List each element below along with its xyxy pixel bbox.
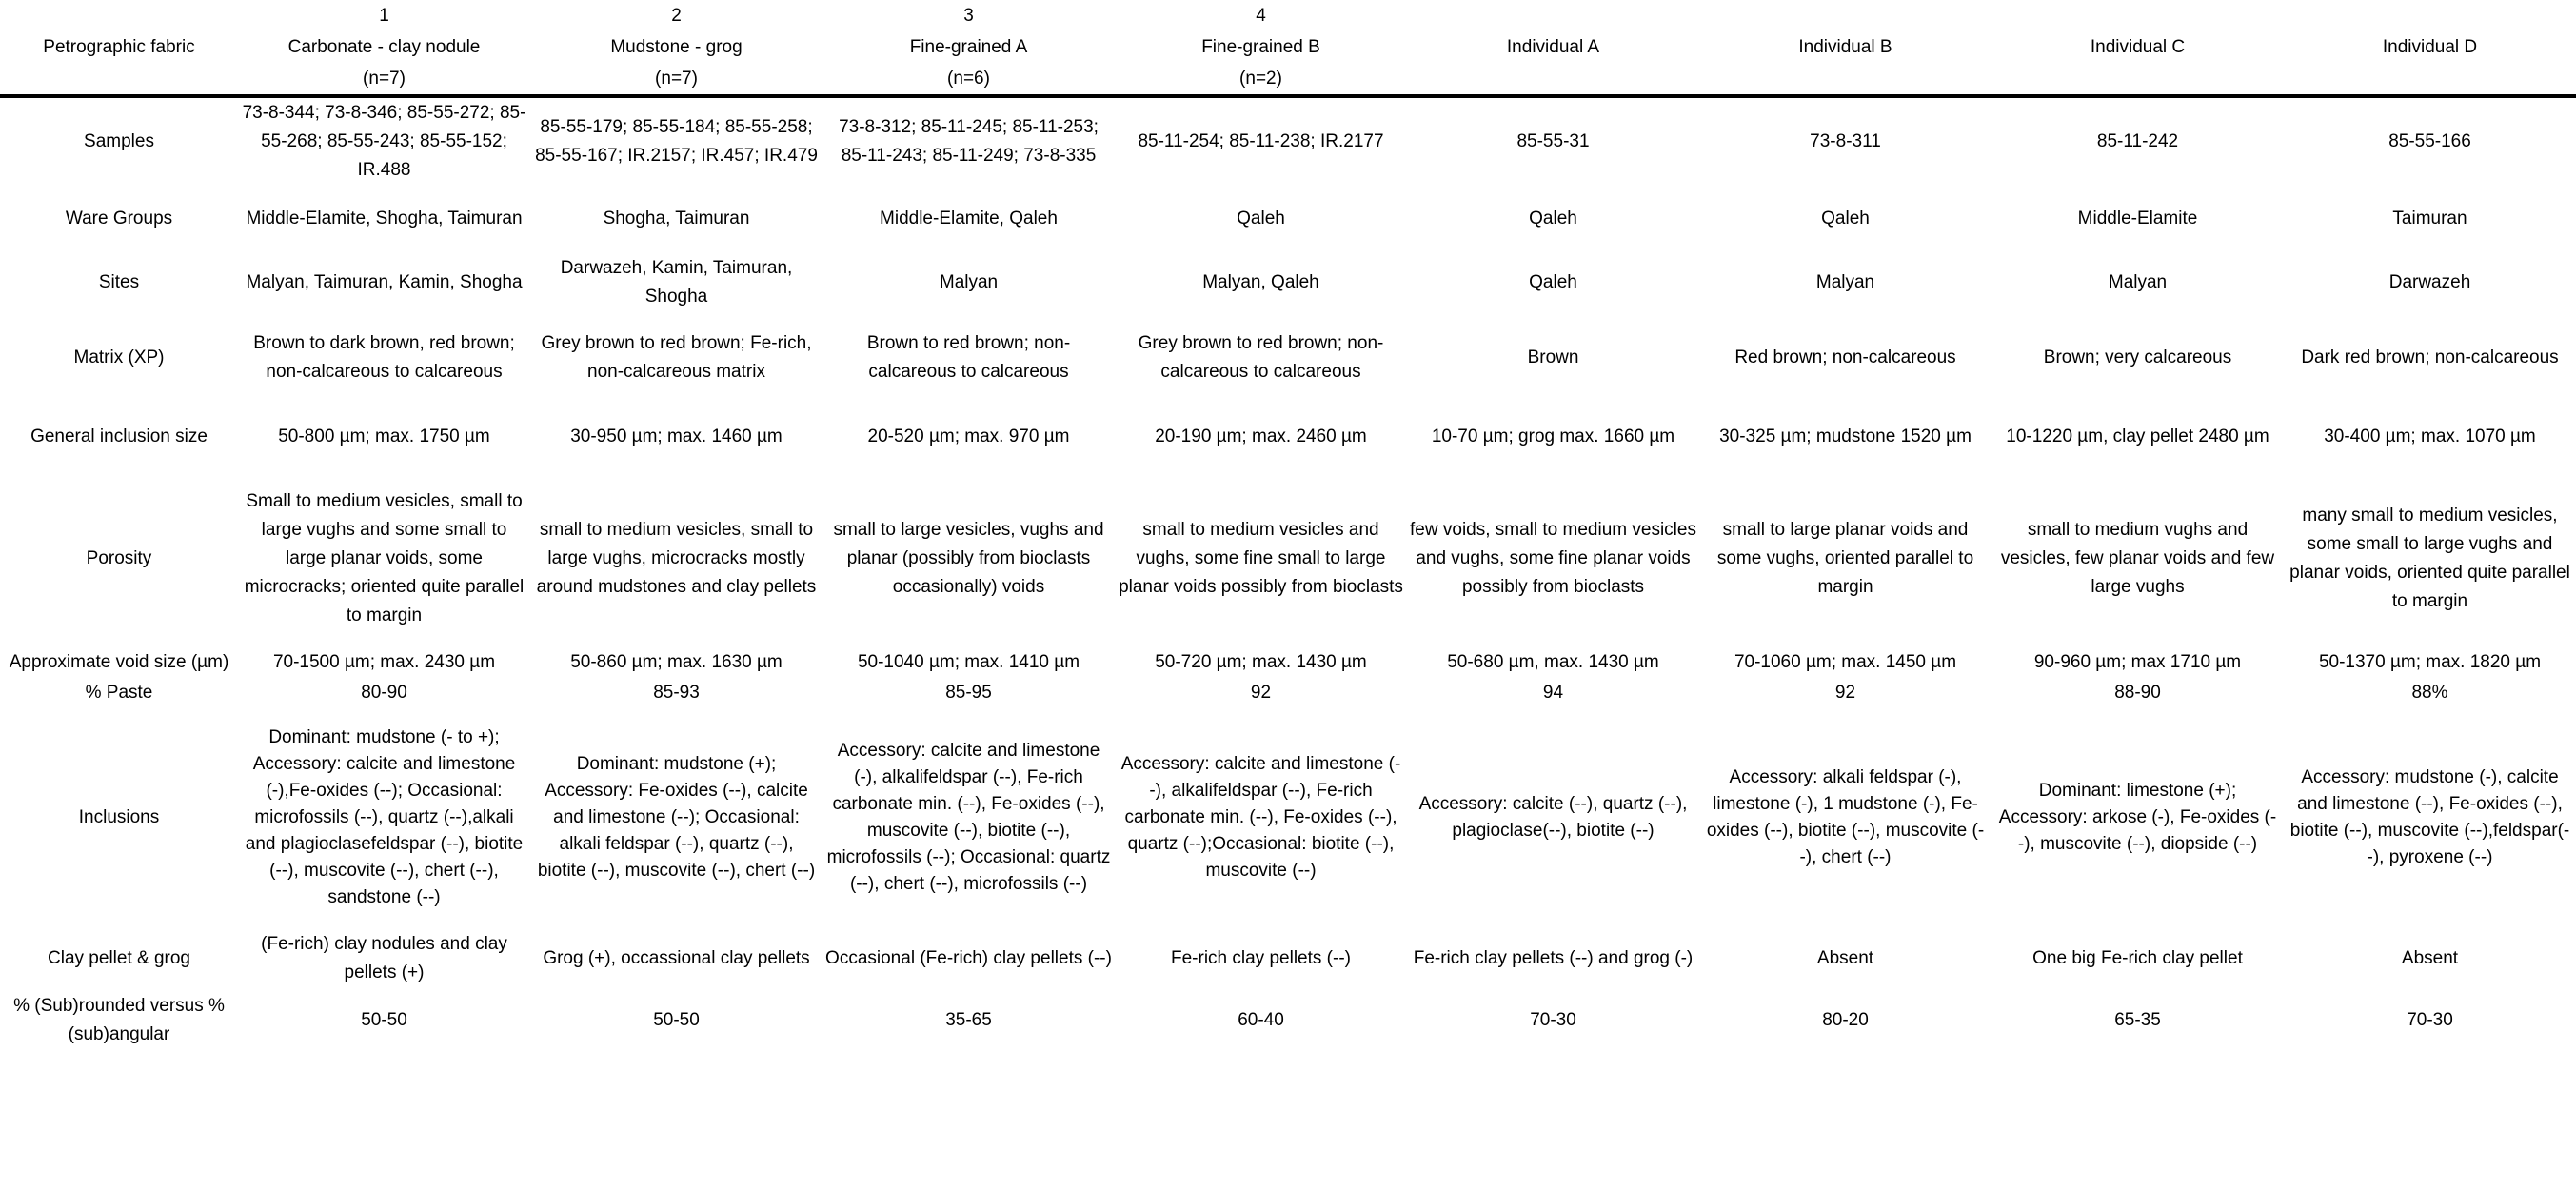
table-cell: Accessory: calcite (--), quartz (--), plagioclase(--), biotite (--)	[1418, 794, 1688, 841]
table-cell: Grog (+), occassional clay pellets	[543, 948, 810, 968]
table-cell: 65-35	[2114, 1010, 2161, 1030]
row-label: Sites	[98, 272, 140, 292]
table-cell: Middle-Elamite, Shogha, Taimuran	[246, 208, 523, 228]
table-cell: 85-11-254; 85-11-238; IR.2177	[1138, 130, 1384, 151]
table-cell: Dominant: mudstone (+); Accessory: Fe-oxides (--), calcite and limestone (--); Occasional: alkali feldspar (--), quartz (--), biotite (--), muscovite (--), chert (--)	[537, 754, 816, 881]
table-cell: Dark red brown; non-calcareous	[2301, 347, 2559, 367]
table-cell: Small to medium vesicles, small to large vughs and some small to large planar voids, some microcracks; oriented quite parallel to margin	[244, 491, 525, 625]
table-cell: 88%	[2411, 683, 2448, 703]
table-cell: 85-55-166	[2388, 130, 2471, 151]
table-row	[0, 990, 2576, 1051]
column-name: Individual D	[2382, 37, 2478, 57]
column-name: Fine-grained A	[909, 37, 1028, 57]
table-row	[0, 96, 2576, 185]
table-cell: 50-720 µm; max. 1430 µm	[1155, 652, 1367, 672]
column-name: Fine-grained B	[1201, 37, 1320, 57]
column-number	[1994, 0, 2281, 31]
table-cell: 20-190 µm; max. 2460 µm	[1155, 427, 1367, 447]
table-cell: One big Fe-rich clay pellet	[2032, 948, 2243, 968]
column-name: Carbonate - clay nodule	[287, 37, 481, 57]
table-cell: 70-30	[1530, 1010, 1576, 1030]
column-sample-count	[1994, 63, 2281, 94]
table-cell: Grey brown to red brown; Fe-rich, non-calcareous matrix	[541, 333, 812, 382]
table-cell: small to large vesicles, vughs and planar (possibly from bioclasts occasionally) voids	[833, 520, 1104, 597]
table-cell: Occasional (Fe-rich) clay pellets (--)	[825, 948, 1112, 968]
table-cell: 73-8-311	[1810, 130, 1881, 151]
column-header	[1991, 0, 2284, 96]
row-label: Porosity	[86, 548, 152, 568]
table-cell: 70-1500 µm; max. 2430 µm	[272, 652, 496, 672]
table-cell: 10-70 µm; grog max. 1660 µm	[1431, 427, 1675, 447]
column-header	[2284, 0, 2576, 96]
table-cell: 85-93	[653, 683, 700, 703]
column-number: 3	[963, 6, 974, 26]
table-cell: Malyan	[2108, 272, 2168, 292]
table-cell: Accessory: mudstone (-), calcite and limestone (--), Fe-oxides (--), biotite (--), muscovite (--),feldspar(--), pyroxene (--)	[2289, 767, 2570, 867]
column-name: Individual A	[1506, 37, 1600, 57]
column-sample-count: (n=6)	[947, 69, 990, 89]
table-row	[0, 927, 2576, 990]
table-cell: Dominant: limestone (+); Accessory: arkose (-), Fe-oxides (--), muscovite (--), diopside (--)	[1998, 781, 2277, 854]
column-header	[238, 0, 530, 96]
table-row	[0, 312, 2576, 404]
table-cell: Brown to red brown; non-calcareous to calcareous	[866, 333, 1071, 382]
table-body	[0, 96, 2576, 1051]
table-cell: 88-90	[2114, 683, 2161, 703]
table-cell: 73-8-312; 85-11-245; 85-11-253; 85-11-243; 85-11-249; 73-8-335	[839, 116, 1099, 166]
table-cell: Darwazeh	[2388, 272, 2471, 292]
table-cell: Taimuran	[2392, 208, 2467, 228]
table-cell: 30-325 µm; mudstone 1520 µm	[1719, 427, 1972, 447]
column-sample-count	[1702, 63, 1989, 94]
table-row	[0, 253, 2576, 312]
row-label: Clay pellet & grog	[48, 948, 190, 968]
table-cell: 20-520 µm; max. 970 µm	[867, 427, 1070, 447]
table-cell: Absent	[2401, 948, 2459, 968]
table-cell: Accessory: calcite and limestone (--), alkalifeldspar (--), Fe-rich carbonate min. (--), Fe-oxides (--), quartz (--);Occasional: biotite (--), muscovite (--)	[1120, 754, 1401, 881]
table-cell: 85-55-179; 85-55-184; 85-55-258; 85-55-167; IR.2157; IR.457; IR.479	[535, 116, 818, 166]
column-name: Mudstone - grog	[610, 37, 743, 57]
table-cell: Grey brown to red brown; non-calcareous to calcareous	[1138, 333, 1384, 382]
column-number	[2287, 0, 2573, 31]
table-cell: small to medium vughs and vesicles, few planar voids and few large vughs	[2000, 520, 2275, 597]
table-cell: Absent	[1816, 948, 1874, 968]
table-cell: many small to medium vesicles, some small to large vughs and planar voids, oriented quite parallel to margin	[2289, 506, 2570, 611]
table-cell: Brown to dark brown, red brown; non-calcareous to calcareous	[253, 333, 515, 382]
column-number	[1410, 0, 1696, 31]
header-label-text: Petrographic fabric	[43, 37, 195, 57]
table-cell: Qaleh	[1237, 208, 1285, 228]
table-cell: Red brown; non-calcareous	[1734, 347, 1956, 367]
table-cell: Middle-Elamite	[2077, 208, 2198, 228]
table-cell: Shogha, Taimuran	[603, 208, 750, 228]
table-cell: Malyan, Taimuran, Kamin, Shogha	[246, 272, 523, 292]
table-cell: 50-50	[361, 1010, 407, 1030]
table-cell: 73-8-344; 73-8-346; 85-55-272; 85-55-268; 85-55-243; 85-55-152; IR.488	[242, 102, 526, 180]
table-cell: 50-50	[653, 1010, 700, 1030]
column-sample-count: (n=7)	[363, 69, 406, 89]
table-cell: Middle-Elamite, Qaleh	[880, 208, 1058, 228]
row-label: Approximate void size (µm)	[9, 652, 229, 672]
table-cell: 35-65	[945, 1010, 992, 1030]
row-label: General inclusion size	[30, 427, 208, 447]
table-cell: 50-1040 µm; max. 1410 µm	[857, 652, 1080, 672]
column-sample-count	[2287, 63, 2573, 94]
table-cell: 90-960 µm; max 1710 µm	[2033, 652, 2242, 672]
table-cell: Dominant: mudstone (- to +); Accessory: calcite and limestone (-),Fe-oxides (--); Occasional: microfossils (--), quartz (--),alkali and plagioclasefeldspar (--), biotite (--), muscovite (--), chert (--), sandstone (--)	[245, 727, 524, 907]
table-cell: small to medium vesicles, small to large vughs, microcracks mostly around mudstones and clay pellets	[536, 520, 817, 597]
table-cell: 85-55-31	[1516, 130, 1590, 151]
table-cell: 10-1220 µm, clay pellet 2480 µm	[2006, 427, 2269, 447]
table-cell: (Fe-rich) clay nodules and clay pellets (+)	[261, 934, 507, 983]
table-cell: 70-1060 µm; max. 1450 µm	[1734, 652, 1957, 672]
table-cell: 92	[1250, 683, 1272, 703]
column-sample-count	[1410, 63, 1696, 94]
column-header	[822, 0, 1115, 96]
table-cell: 80-20	[1822, 1010, 1869, 1030]
table-cell: Darwazeh, Kamin, Taimuran, Shogha	[560, 258, 793, 307]
table-cell: Brown; very calcareous	[2043, 347, 2232, 367]
table-cell: 50-1370 µm; max. 1820 µm	[2318, 652, 2542, 672]
column-header	[530, 0, 822, 96]
table-cell: 50-860 µm; max. 1630 µm	[570, 652, 783, 672]
table-cell: 85-11-242	[2096, 130, 2179, 151]
table-cell: Fe-rich clay pellets (--)	[1171, 948, 1351, 968]
row-label: Inclusions	[78, 807, 160, 827]
row-label: % (Sub)rounded versus % (sub)angular	[13, 996, 225, 1044]
table-cell: 30-400 µm; max. 1070 µm	[2324, 427, 2536, 447]
table-cell: Accessory: calcite and limestone (-), alkalifeldspar (--), Fe-rich carbonate min. (--), Fe-oxides (--), muscovite (--), biotite (--), microfossils (--); Occasional: quartz (--), chert (--), microfossils (--)	[826, 741, 1111, 894]
table-row	[0, 678, 2576, 708]
table-row	[0, 185, 2576, 253]
table-cell: 30-950 µm; max. 1460 µm	[570, 427, 783, 447]
header-label-petrographic-fabric	[0, 0, 238, 96]
table-cell: 50-800 µm; max. 1750 µm	[278, 427, 490, 447]
column-sample-count: (n=7)	[655, 69, 698, 89]
table-cell: Malyan	[939, 272, 999, 292]
table-cell: small to medium vesicles and vughs, some fine small to large planar voids possibly from bioclasts	[1119, 520, 1403, 597]
column-header	[1115, 0, 1407, 96]
table-row	[0, 470, 2576, 647]
column-number: 1	[379, 6, 389, 26]
row-label: Ware Groups	[65, 208, 173, 228]
table-cell: Malyan, Qaleh	[1202, 272, 1319, 292]
table-cell: Fe-rich clay pellets (--) and grog (-)	[1413, 948, 1694, 968]
table-cell: Qaleh	[1529, 272, 1577, 292]
table-cell: 92	[1834, 683, 1856, 703]
table-row	[0, 708, 2576, 927]
table-cell: 80-90	[361, 683, 407, 703]
table-cell: few voids, small to medium vesicles and vughs, some fine planar voids possibly from bioclasts	[1410, 520, 1696, 597]
table-cell: 70-30	[2407, 1010, 2453, 1030]
table-row	[0, 404, 2576, 470]
column-name: Individual B	[1798, 37, 1892, 57]
table-cell: small to large planar voids and some vughs, oriented parallel to margin	[1716, 520, 1974, 597]
row-label: Samples	[84, 130, 154, 151]
column-header	[1699, 0, 1991, 96]
column-number	[1702, 0, 1989, 31]
table-cell: 60-40	[1238, 1010, 1284, 1030]
table-cell: 50-680 µm, max. 1430 µm	[1447, 652, 1659, 672]
table-cell: 85-95	[945, 683, 992, 703]
row-label: Matrix (XP)	[73, 347, 165, 367]
column-name: Individual C	[2090, 37, 2186, 57]
table-cell: Qaleh	[1821, 208, 1870, 228]
column-number: 4	[1256, 6, 1266, 26]
table-header	[0, 0, 2576, 96]
table-row	[0, 647, 2576, 678]
table-cell: Qaleh	[1529, 208, 1577, 228]
table-cell: 94	[1542, 683, 1564, 703]
column-header	[1407, 0, 1699, 96]
column-number: 2	[671, 6, 682, 26]
row-label: % Paste	[85, 683, 153, 703]
table-cell: Accessory: alkali feldspar (-), limestone (-), 1 mudstone (-), Fe-oxides (--), biotite (--), muscovite (--), chert (--)	[1706, 767, 1985, 867]
header-row	[0, 0, 2576, 96]
table-cell: Malyan	[1815, 272, 1875, 292]
column-sample-count: (n=2)	[1239, 69, 1282, 89]
table-cell: Brown	[1527, 347, 1579, 367]
